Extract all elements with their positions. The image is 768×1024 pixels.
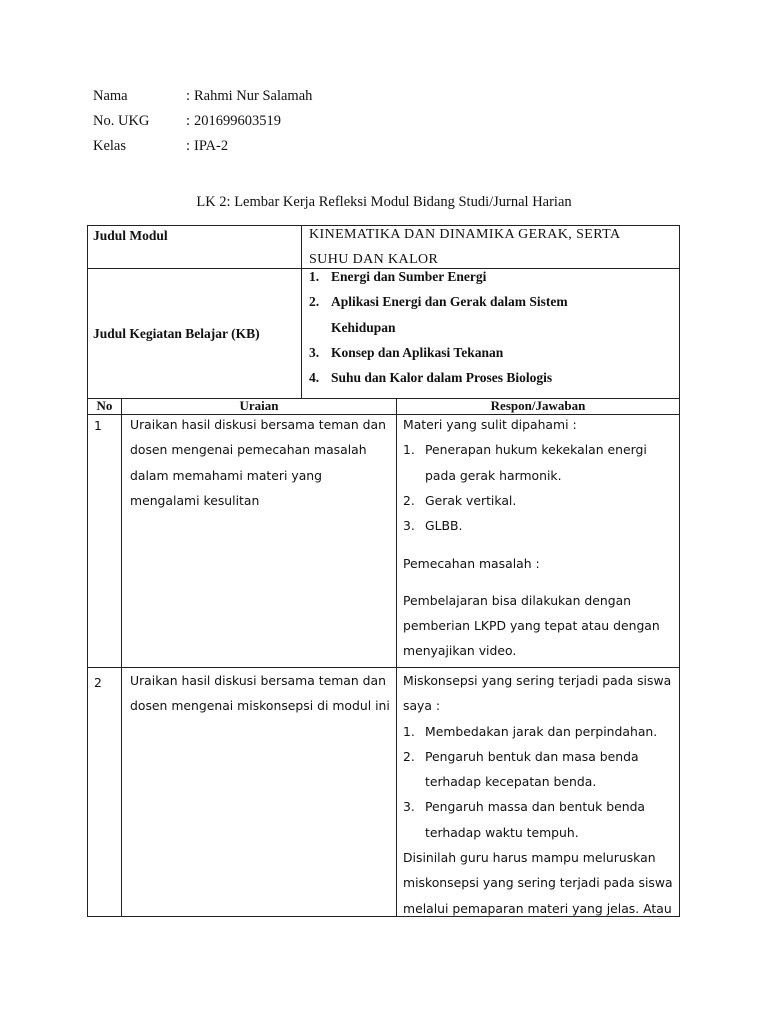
text-line: Pemecahan masalah : — [403, 556, 540, 572]
uraian-cell — [130, 668, 390, 719]
list-item: 3. Konsep dan Aplikasi Tekanan — [309, 344, 504, 360]
name-label: Nama — [93, 88, 128, 104]
text-line: dosen mengenai pemecahan masalah — [130, 442, 367, 458]
document-title: LK 2: Lembar Kerja Refleksi Modul Bidang Studi/Jurnal Harian — [196, 194, 572, 210]
table-divider — [396, 398, 397, 917]
kb-label: Judul Kegiatan Belajar (KB) — [93, 326, 260, 341]
colon: : — [186, 138, 191, 154]
list-item: Kehidupan — [331, 319, 396, 335]
text-line: pemberian LKPD yang tepat atau dengan — [403, 618, 660, 634]
text-line: melalui pemaparan materi yang jelas. Atau — [403, 900, 672, 916]
text-line: miskonsepsi yang sering terjadi pada siswa — [403, 875, 673, 891]
colon: : — [186, 113, 191, 129]
name-value: Rahmi Nur Salamah — [194, 88, 313, 104]
list-item: terhadap waktu tempuh. — [425, 824, 579, 840]
text-line: Uraikan hasil diskusi bersama teman dan — [130, 417, 386, 432]
table-divider — [301, 225, 302, 399]
list-item: terhadap kecepatan benda. — [425, 774, 597, 790]
text-line: Disinilah guru harus mampu meluruskan — [403, 850, 656, 866]
table-border-right — [679, 225, 680, 917]
module-title-line: SUHU DAN KALOR — [309, 252, 439, 268]
module-title-label: Judul Modul — [93, 228, 168, 243]
list-item: pada gerak harmonik. — [425, 467, 562, 483]
text-line: saya : — [403, 698, 441, 714]
uraian-cell — [130, 412, 386, 513]
respon-cell — [403, 412, 660, 664]
class-label: Kelas — [93, 138, 127, 154]
kb-list — [309, 264, 568, 390]
text-line: mengalami kesulitan — [130, 492, 260, 508]
header-respon: Respon/Jawaban — [490, 398, 586, 413]
respon-cell — [403, 668, 673, 921]
list-item: 3. GLBB. — [403, 518, 463, 534]
text-line: Pembelajaran bisa dilakukan dengan — [403, 592, 632, 608]
text-line: Uraikan hasil diskusi bersama teman dan — [130, 673, 386, 688]
list-item: 3. Pengaruh massa dan bentuk benda — [403, 799, 646, 815]
text-line: menyajikan video. — [403, 643, 517, 659]
list-item: 1. Penerapan hukum kekekalan energi — [403, 442, 647, 458]
class-value: IPA-2 — [194, 138, 229, 154]
ukg-value: 201699603519 — [194, 113, 281, 129]
list-item: 4. Suhu dan Kalor dalam Proses Biologis — [309, 370, 553, 386]
list-item: 2. Gerak vertikal. — [403, 492, 517, 508]
text-line: Materi yang sulit dipahami : — [403, 417, 577, 432]
ukg-label: No. UKG — [93, 113, 150, 129]
text-line: dalam memahami materi yang — [130, 467, 323, 483]
list-item: 2. Aplikasi Energi dan Gerak dalam Sistem — [309, 294, 568, 310]
row-number: 1 — [94, 418, 102, 433]
header-uraian: Uraian — [239, 398, 279, 413]
list-item: 1. Energi dan Sumber Energi — [309, 269, 487, 284]
text-line: dosen mengenai miskonsepsi di modul ini — [130, 698, 390, 714]
row-number: 2 — [94, 675, 102, 690]
list-item: 1. Membedakan jarak dan perpindahan. — [403, 723, 658, 739]
text-line: Miskonsepsi yang sering terjadi pada siswa — [403, 673, 672, 688]
list-item: 2. Pengaruh bentuk dan masa benda — [403, 748, 639, 764]
table-divider — [121, 398, 122, 917]
header-no: No — [96, 398, 113, 413]
table-border-left — [87, 225, 88, 917]
colon: : — [186, 88, 191, 104]
module-title-line: KINEMATIKA DAN DINAMIKA GERAK, SERTA — [309, 227, 621, 242]
